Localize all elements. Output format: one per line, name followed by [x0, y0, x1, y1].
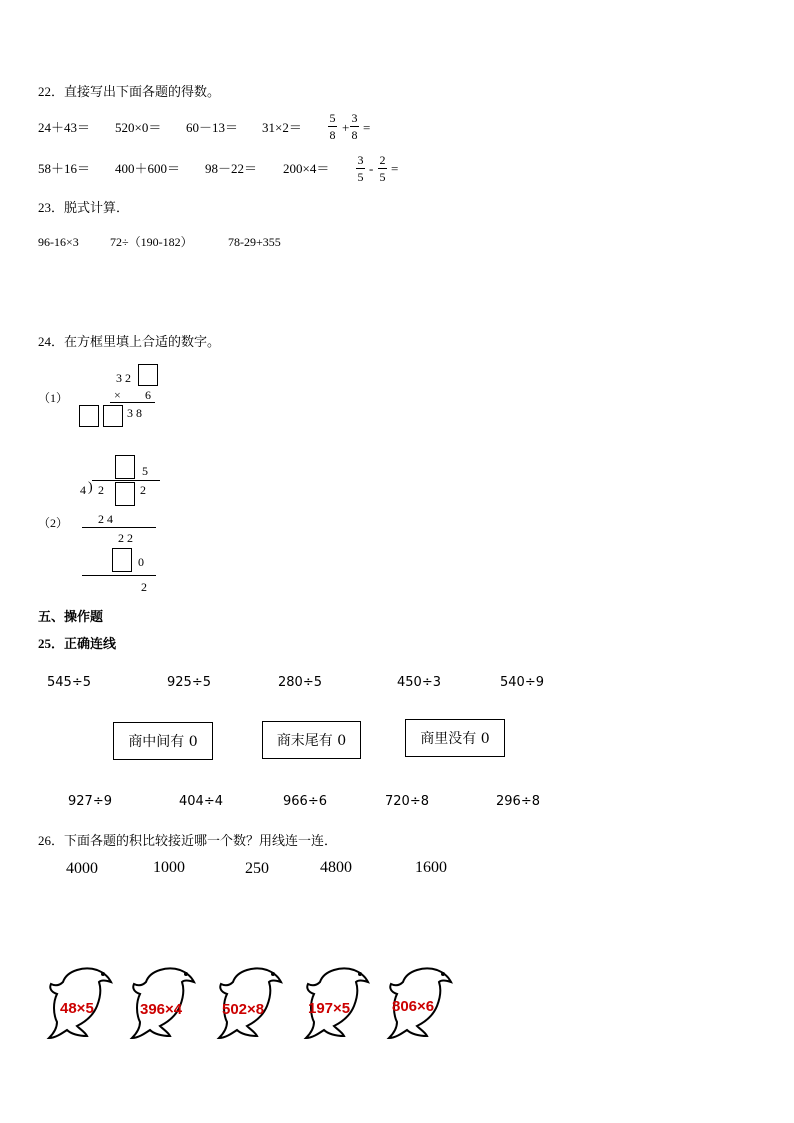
blank-box[interactable] [112, 548, 132, 572]
q23-heading: 23．脱式计算． [38, 200, 130, 215]
q22-item: 24＋43＝ [38, 120, 91, 135]
bottom-expression[interactable]: 966÷6 [283, 794, 327, 809]
category-box[interactable]: 商末尾有 0 [262, 721, 361, 759]
equals-sign: = [363, 120, 371, 135]
q22-heading: 22．直接写出下面各题的得数。 [38, 84, 221, 99]
step-digits: 2 2 [118, 531, 133, 545]
step-digit: 0 [138, 555, 144, 569]
rule-line [110, 402, 155, 403]
q22-item: 58＋16＝ [38, 161, 91, 176]
problem-label: （1） [38, 391, 69, 405]
rule-line [82, 527, 156, 528]
top-expression[interactable]: 450÷3 [397, 675, 441, 690]
bottom-expression[interactable]: 296÷8 [496, 794, 540, 809]
q22-item: 60－13＝ [186, 120, 239, 135]
top-expression[interactable]: 280÷5 [278, 675, 322, 690]
digit: 6 [145, 388, 151, 402]
step-digits: 2 4 [98, 512, 113, 526]
blank-box[interactable] [103, 405, 123, 427]
blank-box[interactable] [115, 482, 135, 506]
fraction: 3 5 [357, 153, 364, 184]
category-box[interactable]: 商里没有 0 [405, 719, 505, 757]
bottom-expression[interactable]: 927÷9 [68, 794, 112, 809]
bottom-expression[interactable]: 404÷4 [179, 794, 223, 809]
problem-label: （2） [38, 516, 69, 530]
plus-sign: + [342, 120, 350, 135]
q22-item: 31×2＝ [262, 120, 302, 135]
divisor: 4 [80, 483, 86, 497]
fish-expression[interactable]: 197×5 [308, 1000, 351, 1017]
dividend-digit: 2 [140, 483, 146, 497]
top-expression[interactable]: 925÷5 [167, 675, 211, 690]
digits: 3 8 [127, 406, 142, 420]
q22-item: 98－22＝ [205, 161, 258, 176]
times-sign: × [114, 388, 121, 402]
blank-box[interactable] [79, 405, 99, 427]
fraction: 3 8 [351, 111, 358, 142]
target-number[interactable]: 1000 [153, 859, 185, 876]
q23-item: 72÷（190-182） [110, 235, 193, 249]
bottom-expression[interactable]: 720÷8 [385, 794, 429, 809]
q24-heading: 24．在方框里填上合适的数字。 [38, 334, 221, 349]
division-bar [92, 480, 160, 481]
target-number[interactable]: 4000 [66, 860, 98, 877]
category-box[interactable]: 商中间有 0 [113, 722, 213, 760]
blank-box[interactable] [115, 455, 135, 479]
q23-item: 96-16×3 [38, 235, 79, 249]
top-expression[interactable]: 540÷9 [500, 675, 544, 690]
q26-heading: 26．下面各题的积比较接近哪一个数？用线连一连． [38, 833, 338, 848]
equals-sign: = [391, 161, 399, 176]
rule-line [82, 575, 156, 576]
fish-expression[interactable]: 502×8 [222, 1001, 265, 1018]
fraction: 2 5 [379, 153, 386, 184]
target-number[interactable]: 1600 [415, 859, 447, 876]
q25-heading: 25．正确连线 [38, 636, 117, 651]
fraction: 5 8 [329, 111, 336, 142]
section-heading: 五、操作题 [38, 609, 104, 624]
division-bracket: ) [88, 480, 93, 495]
digits: 3 2 [116, 371, 131, 385]
dividend-digit: 2 [98, 483, 104, 497]
blank-box[interactable] [138, 364, 158, 386]
target-number[interactable]: 4800 [320, 859, 352, 876]
fish-expression[interactable]: 806×6 [392, 998, 435, 1015]
top-expression[interactable]: 545÷5 [47, 675, 91, 690]
q22-item: 200×4＝ [283, 161, 330, 176]
q22-item: 400＋600＝ [115, 161, 181, 176]
fish-expression[interactable]: 396×4 [140, 1001, 183, 1018]
fish-expression[interactable]: 48×5 [60, 1000, 94, 1017]
q23-item: 78-29+355 [228, 235, 281, 249]
minus-sign: - [369, 161, 374, 176]
q22-item: 520×0＝ [115, 120, 162, 135]
quotient-digit: 5 [142, 464, 148, 478]
target-number[interactable]: 250 [245, 860, 269, 877]
remainder: 2 [141, 580, 147, 594]
